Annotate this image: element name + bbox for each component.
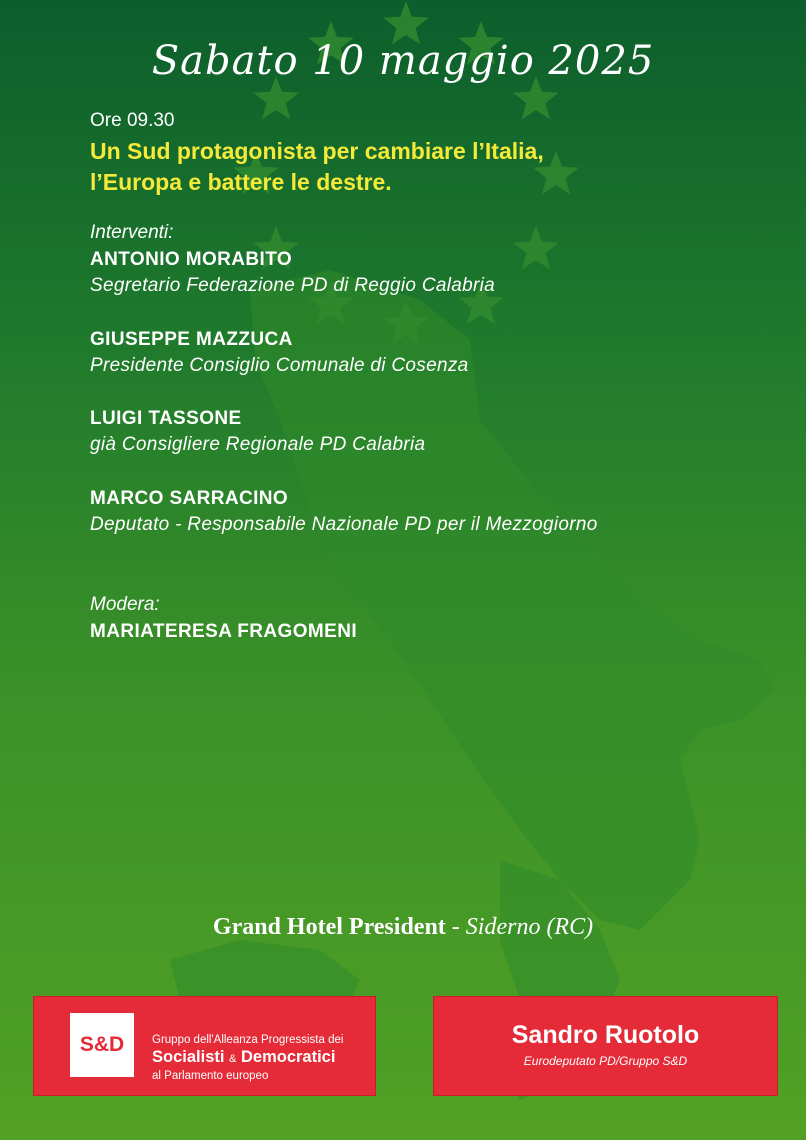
headline-line-1: Un Sud protagonista per cambiare l’Italia, [90, 138, 544, 164]
ruotolo-name: Sandro Ruotolo [511, 1021, 700, 1049]
speaker-role: già Consigliere Regionale PD Calabria [90, 434, 426, 455]
sd-ampersand: & [229, 1053, 237, 1065]
speaker-name: MARCO SARRACINO [90, 488, 289, 509]
moderator-name: MARIATERESA FRAGOMENI [90, 621, 358, 642]
speakers-label: Interventi: [90, 222, 174, 243]
sd-line-3: al Parlamento europeo [152, 1070, 269, 1082]
speaker-role: Deputato - Responsabile Nazionale PD per il Mezzogiorno [90, 514, 598, 535]
venue-separator: - [445, 914, 466, 940]
speaker-role: Segretario Federazione PD di Reggio Calabria [90, 275, 496, 296]
sd-group-box [33, 996, 376, 1096]
sd-socialisti: Socialisti [152, 1048, 225, 1066]
italy-map-silhouette [170, 270, 775, 1100]
speaker-name: LUIGI TASSONE [90, 408, 242, 429]
event-headline [90, 136, 770, 198]
sd-line-1: Gruppo dell'Alleanza Progressista dei [152, 1034, 344, 1046]
eu-star-icon [513, 226, 559, 269]
event-date-title: Sabato 10 maggio 2025 [151, 38, 655, 84]
sd-logo: S&D [70, 1013, 134, 1077]
venue-name: Grand Hotel President [212, 914, 446, 940]
sd-democratici: Democratici [240, 1048, 336, 1066]
event-time: Ore 09.30 [90, 110, 175, 131]
sd-group-text [152, 1033, 343, 1083]
speaker-name: ANTONIO MORABITO [90, 249, 293, 270]
venue-place: Siderno (RC) [465, 914, 594, 940]
moderator-label: Modera: [90, 594, 160, 615]
speaker-role: Presidente Consiglio Comunale di Cosenza [90, 355, 469, 376]
ruotolo-subtitle: Eurodeputato PD/Gruppo S&D [523, 1054, 688, 1068]
ruotolo-box [433, 996, 778, 1096]
event-venue [0, 914, 806, 941]
speaker-name: GIUSEPPE MAZZUCA [90, 329, 293, 350]
sd-line-2 [152, 1047, 343, 1069]
headline-line-2: l’Europa e battere le destre. [90, 169, 392, 195]
